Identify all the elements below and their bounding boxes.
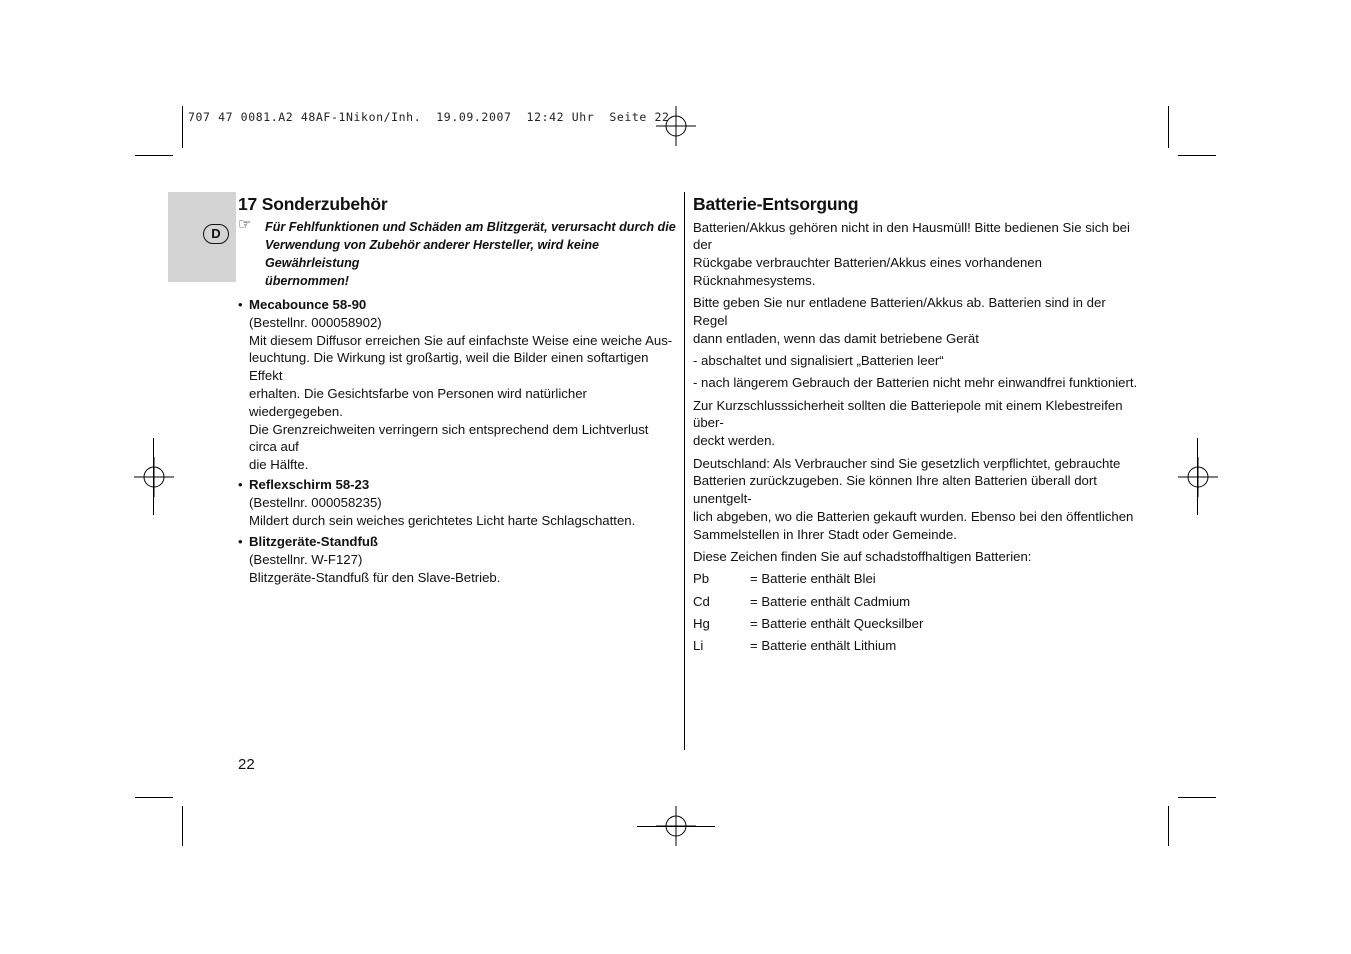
print-slug: 707 47 0081.A2 48AF-1Nikon/Inh. 19.09.2007 12:42 Uhr Seite 22	[188, 110, 670, 124]
symbol-row	[693, 637, 1143, 655]
paragraph-line: Diese Zeichen finden Sie auf schadstoffhaltigen Batterien:	[693, 549, 1032, 565]
crop-mark-bottom-left-v	[182, 806, 183, 846]
symbol-desc: = Batterie enthält Blei	[750, 571, 876, 587]
symbol-code: Cd	[693, 593, 710, 609]
accessory-line: Mit diesem Diffusor erreichen Sie auf einfachste Weise eine weiche Aus-	[249, 332, 673, 348]
paragraph	[693, 294, 1143, 347]
accessory-title: Mecabounce 58-90	[249, 297, 367, 312]
registration-mark-left	[134, 457, 174, 497]
paragraph-line: Deutschland: Als Verbraucher sind Sie gesetzlich verpflichtet, gebrauchte	[693, 455, 1121, 471]
paragraph-line: Bitte geben Sie nur entladene Batterien/Akkus ab. Batterien sind in der Regel	[693, 295, 1106, 328]
crop-mark-top-right-h	[1178, 155, 1216, 156]
crop-mark-top-left-v	[182, 106, 183, 148]
paragraph	[693, 548, 1143, 566]
page-number: 22	[238, 756, 255, 773]
bullet: •	[238, 534, 243, 550]
registration-mark-left-ext	[153, 438, 154, 515]
registration-mark-bottom-ext	[637, 826, 715, 827]
crop-mark-top-left-h	[135, 155, 173, 156]
notice-line: übernommen!	[265, 274, 349, 288]
right-column	[693, 194, 1143, 655]
symbol-desc: = Batterie enthält Cadmium	[750, 593, 911, 609]
bullet: •	[238, 297, 243, 312]
column-divider	[684, 192, 685, 750]
accessory-line: Mildert durch sein weiches gerichtetes Licht harte Schlagschatten.	[249, 512, 636, 528]
symbol-code: Hg	[693, 615, 710, 631]
paragraph-line: Batterien zurückzugeben. Sie können Ihre alten Batterien überall dort unentgelt-	[693, 473, 1097, 507]
paragraph	[693, 397, 1143, 450]
accessory-line: (Bestellnr. 000058902)	[249, 314, 382, 330]
crop-mark-top-right-v	[1168, 106, 1169, 148]
paragraph-line: Batterien/Akkus gehören nicht in den Hausmüll! Bitte bedienen Sie sich bei der	[693, 219, 1130, 253]
accessory-line: die Hälfte.	[249, 457, 309, 473]
symbol-code: Pb	[693, 571, 710, 587]
paragraph-line: Sammelstellen in Ihrer Stadt oder Gemeinde.	[693, 526, 957, 542]
accessory-line: (Bestellnr. 000058235)	[249, 494, 382, 510]
notice-line: Für Fehlfunktionen und Schäden am Blitzgerät, verursacht durch die	[265, 220, 676, 234]
paragraph	[693, 219, 1143, 290]
accessory-line: Die Grenzreichweiten verringern sich entsprechend dem Lichtverlust circa auf	[249, 421, 649, 455]
crop-mark-bottom-right-h	[1178, 797, 1216, 798]
section-heading-sonderzubehoer: 17 Sonderzubehör	[238, 194, 388, 214]
paragraph	[693, 352, 1143, 370]
registration-mark-right	[1178, 457, 1218, 497]
accessory-line: erhalten. Die Gesichtsfarbe von Personen wird natürlicher wiedergegeben.	[249, 385, 587, 419]
symbol-row	[693, 570, 1143, 588]
accessory-item-standfuss	[238, 533, 678, 586]
accessory-item-reflexschirm	[238, 476, 678, 529]
accessory-line: Blitzgeräte-Standfuß für den Slave-Betrieb.	[249, 569, 501, 585]
registration-mark-top	[656, 106, 696, 146]
paragraph-line: - abschaltet und signalisiert „Batterien leer“	[693, 353, 944, 369]
symbol-row	[693, 615, 1143, 633]
crop-mark-bottom-right-v	[1168, 806, 1169, 846]
warning-notice	[238, 218, 678, 290]
paragraph-line: dann entladen, wenn das damit betriebene Gerät	[693, 330, 979, 346]
symbol-row	[693, 593, 1143, 611]
paragraph-line: Zur Kurzschlusssicherheit sollten die Batteriepole mit einem Klebestreifen über-	[693, 397, 1123, 431]
accessory-item-mecabounce	[238, 296, 678, 474]
paragraph-line: - nach längerem Gebrauch der Batterien nicht mehr einwandfrei funktioniert.	[693, 375, 1138, 391]
crop-mark-bottom-left-h	[135, 797, 173, 798]
registration-mark-right-ext	[1197, 438, 1198, 515]
paragraph	[693, 374, 1143, 392]
paragraph-line: Rückgabe verbrauchter Batterien/Akkus eines vorhandenen Rücknahmesystems.	[693, 255, 1042, 288]
symbol-desc: = Batterie enthält Quecksilber	[750, 615, 924, 631]
section-heading-batterie-entsorgung: Batterie-Entsorgung	[693, 194, 859, 214]
left-column	[238, 194, 678, 587]
symbol-code: Li	[693, 638, 704, 654]
paragraph-line: lich abgeben, wo die Batterien gekauft wurden. Ebenso bei den öffentlichen	[693, 508, 1134, 524]
paragraph-line: deckt werden.	[693, 433, 776, 449]
accessory-line: leuchtung. Die Wirkung ist großartig, weil die Bilder einen softartigen Effekt	[249, 350, 649, 384]
accessory-line: (Bestellnr. W-F127)	[249, 552, 363, 568]
pointing-hand-icon: ☞	[238, 216, 252, 233]
notice-line: Verwendung von Zubehör anderer Hersteller, wird keine Gewährleistung	[265, 238, 600, 270]
symbol-desc: = Batterie enthält Lithium	[750, 638, 897, 654]
language-badge: D	[203, 224, 229, 244]
accessory-title: Blitzgeräte-Standfuß	[249, 534, 378, 550]
accessory-title: Reflexschirm 58-23	[249, 476, 370, 492]
bullet: •	[238, 476, 243, 492]
paragraph	[693, 455, 1143, 544]
